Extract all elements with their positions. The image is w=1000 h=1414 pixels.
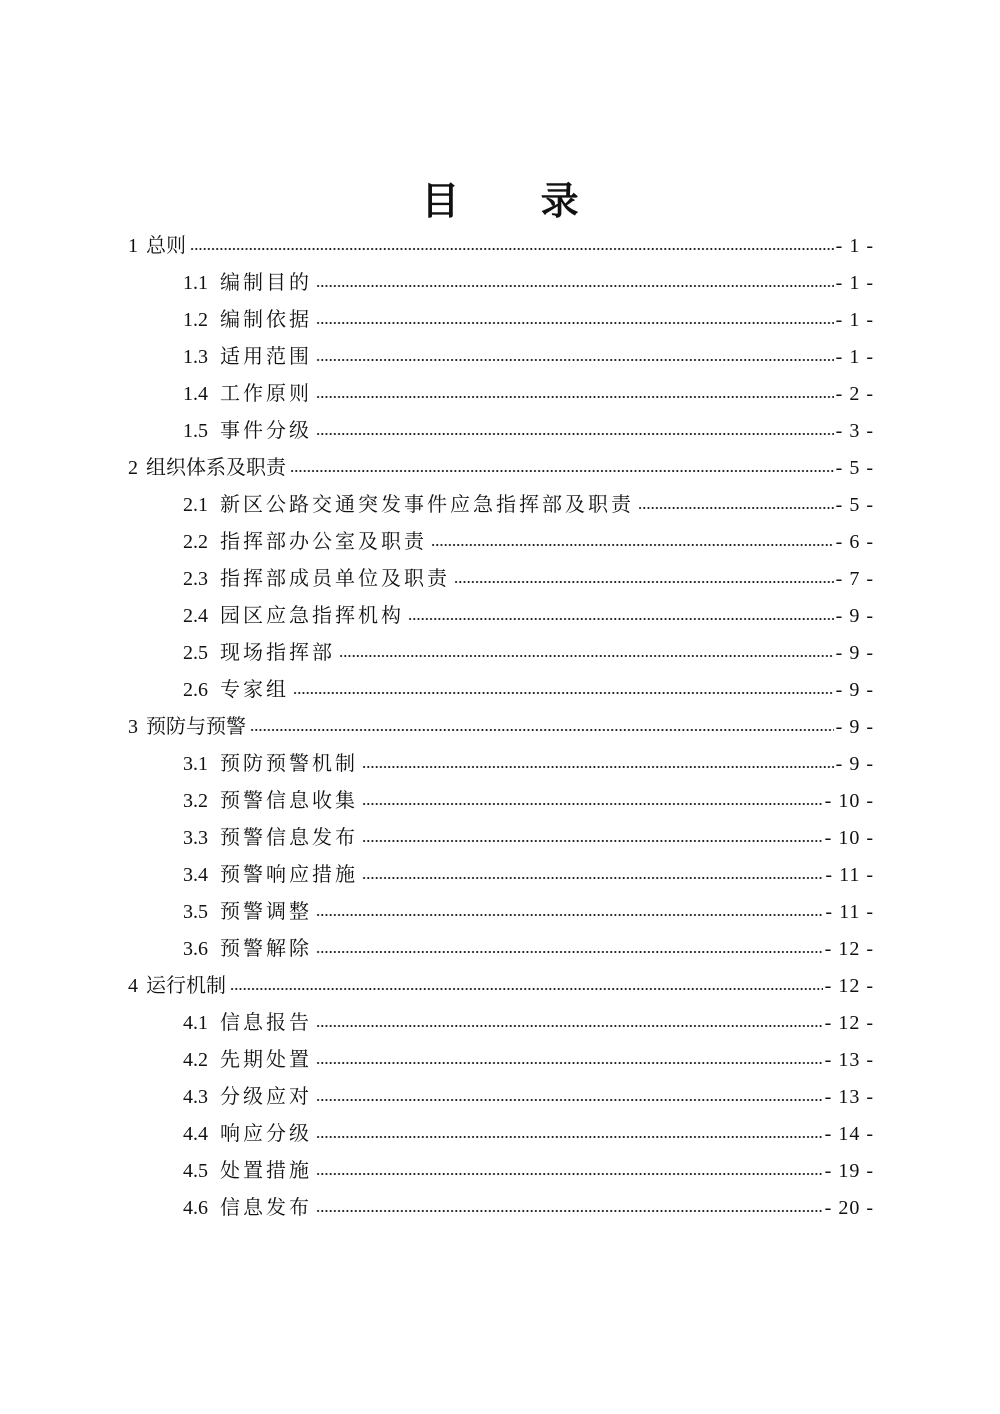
toc-entry-number: 1.5 bbox=[183, 420, 208, 442]
toc-entry-number: 2.6 bbox=[183, 679, 208, 701]
toc-entry-page: - 5 - bbox=[835, 494, 874, 516]
toc-section-entry[interactable] bbox=[128, 1152, 874, 1189]
toc-dot-leader bbox=[316, 950, 823, 954]
toc-entry-number: 2.3 bbox=[183, 568, 208, 590]
toc-dot-leader bbox=[362, 876, 823, 880]
toc-entry-page: - 12 - bbox=[824, 1012, 874, 1034]
toc-section-entry[interactable] bbox=[128, 486, 874, 523]
toc-entry-page: - 3 - bbox=[835, 420, 874, 442]
toc-section-entry[interactable] bbox=[128, 671, 874, 708]
toc-entry-page: - 9 - bbox=[835, 679, 874, 701]
toc-entry-page: - 12 - bbox=[824, 975, 874, 997]
toc-entry-number: 2.5 bbox=[183, 642, 208, 664]
toc-entry-page: - 14 - bbox=[824, 1123, 874, 1145]
toc-entry-title: 预警信息发布 bbox=[220, 825, 358, 849]
toc-entry-number: 4.1 bbox=[183, 1012, 208, 1034]
toc-dot-leader bbox=[250, 728, 834, 732]
toc-entry-title: 响应分级 bbox=[220, 1121, 312, 1145]
toc-entry-title: 预防预警机制 bbox=[220, 751, 358, 775]
toc-entry-page: - 1 - bbox=[835, 235, 874, 257]
toc-entry-number: 1.1 bbox=[183, 272, 208, 294]
toc-entry-title: 预警解除 bbox=[220, 936, 312, 960]
toc-entry-page: - 20 - bbox=[824, 1197, 874, 1219]
toc-dot-leader bbox=[362, 802, 823, 806]
toc-dot-leader bbox=[454, 580, 834, 584]
toc-dot-leader bbox=[316, 432, 834, 436]
toc-dot-leader bbox=[431, 543, 834, 547]
toc-entry-page: - 13 - bbox=[824, 1086, 874, 1108]
toc-entry-title: 处置措施 bbox=[220, 1158, 312, 1182]
toc-dot-leader bbox=[316, 1135, 823, 1139]
toc-dot-leader bbox=[316, 1098, 823, 1102]
toc-entry-title: 总则 bbox=[146, 233, 186, 257]
toc-entry-title: 分级应对 bbox=[220, 1084, 312, 1108]
toc-entry-title: 预防与预警 bbox=[146, 714, 246, 738]
toc-entry-title: 指挥部办公室及职责 bbox=[220, 529, 427, 553]
toc-section-entry[interactable] bbox=[128, 1189, 874, 1226]
toc-chapter-entry[interactable] bbox=[128, 227, 874, 264]
table-of-contents bbox=[128, 227, 874, 1226]
toc-entry-title: 编制依据 bbox=[220, 307, 312, 331]
toc-section-entry[interactable] bbox=[128, 782, 874, 819]
toc-entry-number: 2 bbox=[128, 457, 138, 479]
toc-entry-title: 现场指挥部 bbox=[220, 640, 335, 664]
toc-dot-leader bbox=[339, 654, 834, 658]
toc-chapter-entry[interactable] bbox=[128, 708, 874, 745]
toc-entry-title: 园区应急指挥机构 bbox=[220, 603, 404, 627]
toc-entry-number: 2.4 bbox=[183, 605, 208, 627]
toc-entry-page: - 1 - bbox=[835, 309, 874, 331]
toc-entry-page: - 5 - bbox=[835, 457, 874, 479]
toc-section-entry[interactable] bbox=[128, 634, 874, 671]
toc-section-entry[interactable] bbox=[128, 412, 874, 449]
toc-entry-title: 信息报告 bbox=[220, 1010, 312, 1034]
toc-entry-number: 1.2 bbox=[183, 309, 208, 331]
toc-entry-page: - 6 - bbox=[835, 531, 874, 553]
toc-section-entry[interactable] bbox=[128, 930, 874, 967]
toc-dot-leader bbox=[316, 284, 834, 288]
toc-entry-title: 指挥部成员单位及职责 bbox=[220, 566, 450, 590]
toc-entry-page: - 1 - bbox=[835, 346, 874, 368]
toc-entry-title: 工作原则 bbox=[220, 381, 312, 405]
toc-entry-number: 3.5 bbox=[183, 901, 208, 923]
toc-entry-page: - 10 - bbox=[824, 827, 874, 849]
toc-section-entry[interactable] bbox=[128, 1078, 874, 1115]
toc-entry-number: 3.6 bbox=[183, 938, 208, 960]
toc-entry-page: - 11 - bbox=[825, 901, 874, 923]
toc-entry-page: - 7 - bbox=[835, 568, 874, 590]
toc-dot-leader bbox=[316, 1209, 823, 1213]
toc-entry-title: 预警信息收集 bbox=[220, 788, 358, 812]
toc-dot-leader bbox=[316, 1061, 823, 1065]
toc-entry-page: - 10 - bbox=[824, 790, 874, 812]
toc-entry-number: 4.6 bbox=[183, 1197, 208, 1219]
toc-entry-page: - 9 - bbox=[835, 753, 874, 775]
toc-entry-title: 组织体系及职责 bbox=[146, 455, 286, 479]
toc-dot-leader bbox=[290, 469, 834, 473]
toc-entry-number: 3 bbox=[128, 716, 138, 738]
toc-section-entry[interactable] bbox=[128, 856, 874, 893]
toc-dot-leader bbox=[362, 839, 823, 843]
toc-section-entry[interactable] bbox=[128, 375, 874, 412]
toc-entry-number: 3.3 bbox=[183, 827, 208, 849]
toc-entry-page: - 1 - bbox=[835, 272, 874, 294]
toc-entry-number: 3.1 bbox=[183, 753, 208, 775]
toc-dot-leader bbox=[230, 987, 823, 991]
toc-entry-title: 预警响应措施 bbox=[220, 862, 358, 886]
toc-title: 目 录 bbox=[421, 179, 613, 223]
toc-dot-leader bbox=[316, 395, 834, 399]
toc-section-entry[interactable] bbox=[128, 1004, 874, 1041]
toc-entry-title: 专家组 bbox=[220, 677, 289, 701]
toc-section-entry[interactable] bbox=[128, 819, 874, 856]
toc-entry-number: 2.2 bbox=[183, 531, 208, 553]
toc-entry-title: 事件分级 bbox=[220, 418, 312, 442]
toc-section-entry[interactable] bbox=[128, 745, 874, 782]
toc-entry-page: - 13 - bbox=[824, 1049, 874, 1071]
toc-section-entry[interactable] bbox=[128, 1041, 874, 1078]
toc-entry-title: 运行机制 bbox=[146, 973, 226, 997]
toc-entry-number: 4.3 bbox=[183, 1086, 208, 1108]
toc-entry-number: 3.4 bbox=[183, 864, 208, 886]
toc-dot-leader bbox=[190, 247, 834, 251]
toc-entry-title: 先期处置 bbox=[220, 1047, 312, 1071]
toc-entry-number: 4.2 bbox=[183, 1049, 208, 1071]
toc-entry-title: 适用范围 bbox=[220, 344, 312, 368]
toc-section-entry[interactable] bbox=[128, 597, 874, 634]
toc-dot-leader bbox=[316, 1024, 823, 1028]
toc-section-entry[interactable] bbox=[128, 523, 874, 560]
toc-entry-number: 4 bbox=[128, 975, 138, 997]
toc-entry-number: 4.5 bbox=[183, 1160, 208, 1182]
toc-chapter-entry[interactable] bbox=[128, 967, 874, 1004]
toc-entry-title: 编制目的 bbox=[220, 270, 312, 294]
toc-entry-page: - 19 - bbox=[824, 1160, 874, 1182]
toc-dot-leader bbox=[316, 321, 834, 325]
toc-dot-leader bbox=[316, 358, 834, 362]
toc-section-entry[interactable] bbox=[128, 560, 874, 597]
toc-entry-number: 2.1 bbox=[183, 494, 208, 516]
toc-entry-number: 4.4 bbox=[183, 1123, 208, 1145]
toc-section-entry[interactable] bbox=[128, 338, 874, 375]
toc-chapter-entry[interactable] bbox=[128, 449, 874, 486]
toc-entry-number: 1.4 bbox=[183, 383, 208, 405]
toc-entry-page: - 9 - bbox=[835, 605, 874, 627]
toc-entry-number: 1.3 bbox=[183, 346, 208, 368]
toc-entry-title: 新区公路交通突发事件应急指挥部及职责 bbox=[220, 492, 634, 516]
toc-dot-leader bbox=[316, 913, 823, 917]
toc-section-entry[interactable] bbox=[128, 301, 874, 338]
toc-section-entry[interactable] bbox=[128, 893, 874, 930]
toc-entry-page: - 2 - bbox=[835, 383, 874, 405]
toc-entry-page: - 9 - bbox=[835, 716, 874, 738]
toc-section-entry[interactable] bbox=[128, 264, 874, 301]
toc-entry-number: 3.2 bbox=[183, 790, 208, 812]
toc-dot-leader bbox=[293, 691, 834, 695]
toc-entry-page: - 9 - bbox=[835, 642, 874, 664]
toc-entry-title: 预警调整 bbox=[220, 899, 312, 923]
toc-dot-leader bbox=[638, 506, 834, 510]
toc-dot-leader bbox=[408, 617, 834, 621]
toc-dot-leader bbox=[362, 765, 834, 769]
toc-entry-page: - 11 - bbox=[825, 864, 874, 886]
toc-section-entry[interactable] bbox=[128, 1115, 874, 1152]
toc-entry-page: - 12 - bbox=[824, 938, 874, 960]
toc-entry-number: 1 bbox=[128, 235, 138, 257]
toc-dot-leader bbox=[316, 1172, 823, 1176]
toc-entry-title: 信息发布 bbox=[220, 1195, 312, 1219]
